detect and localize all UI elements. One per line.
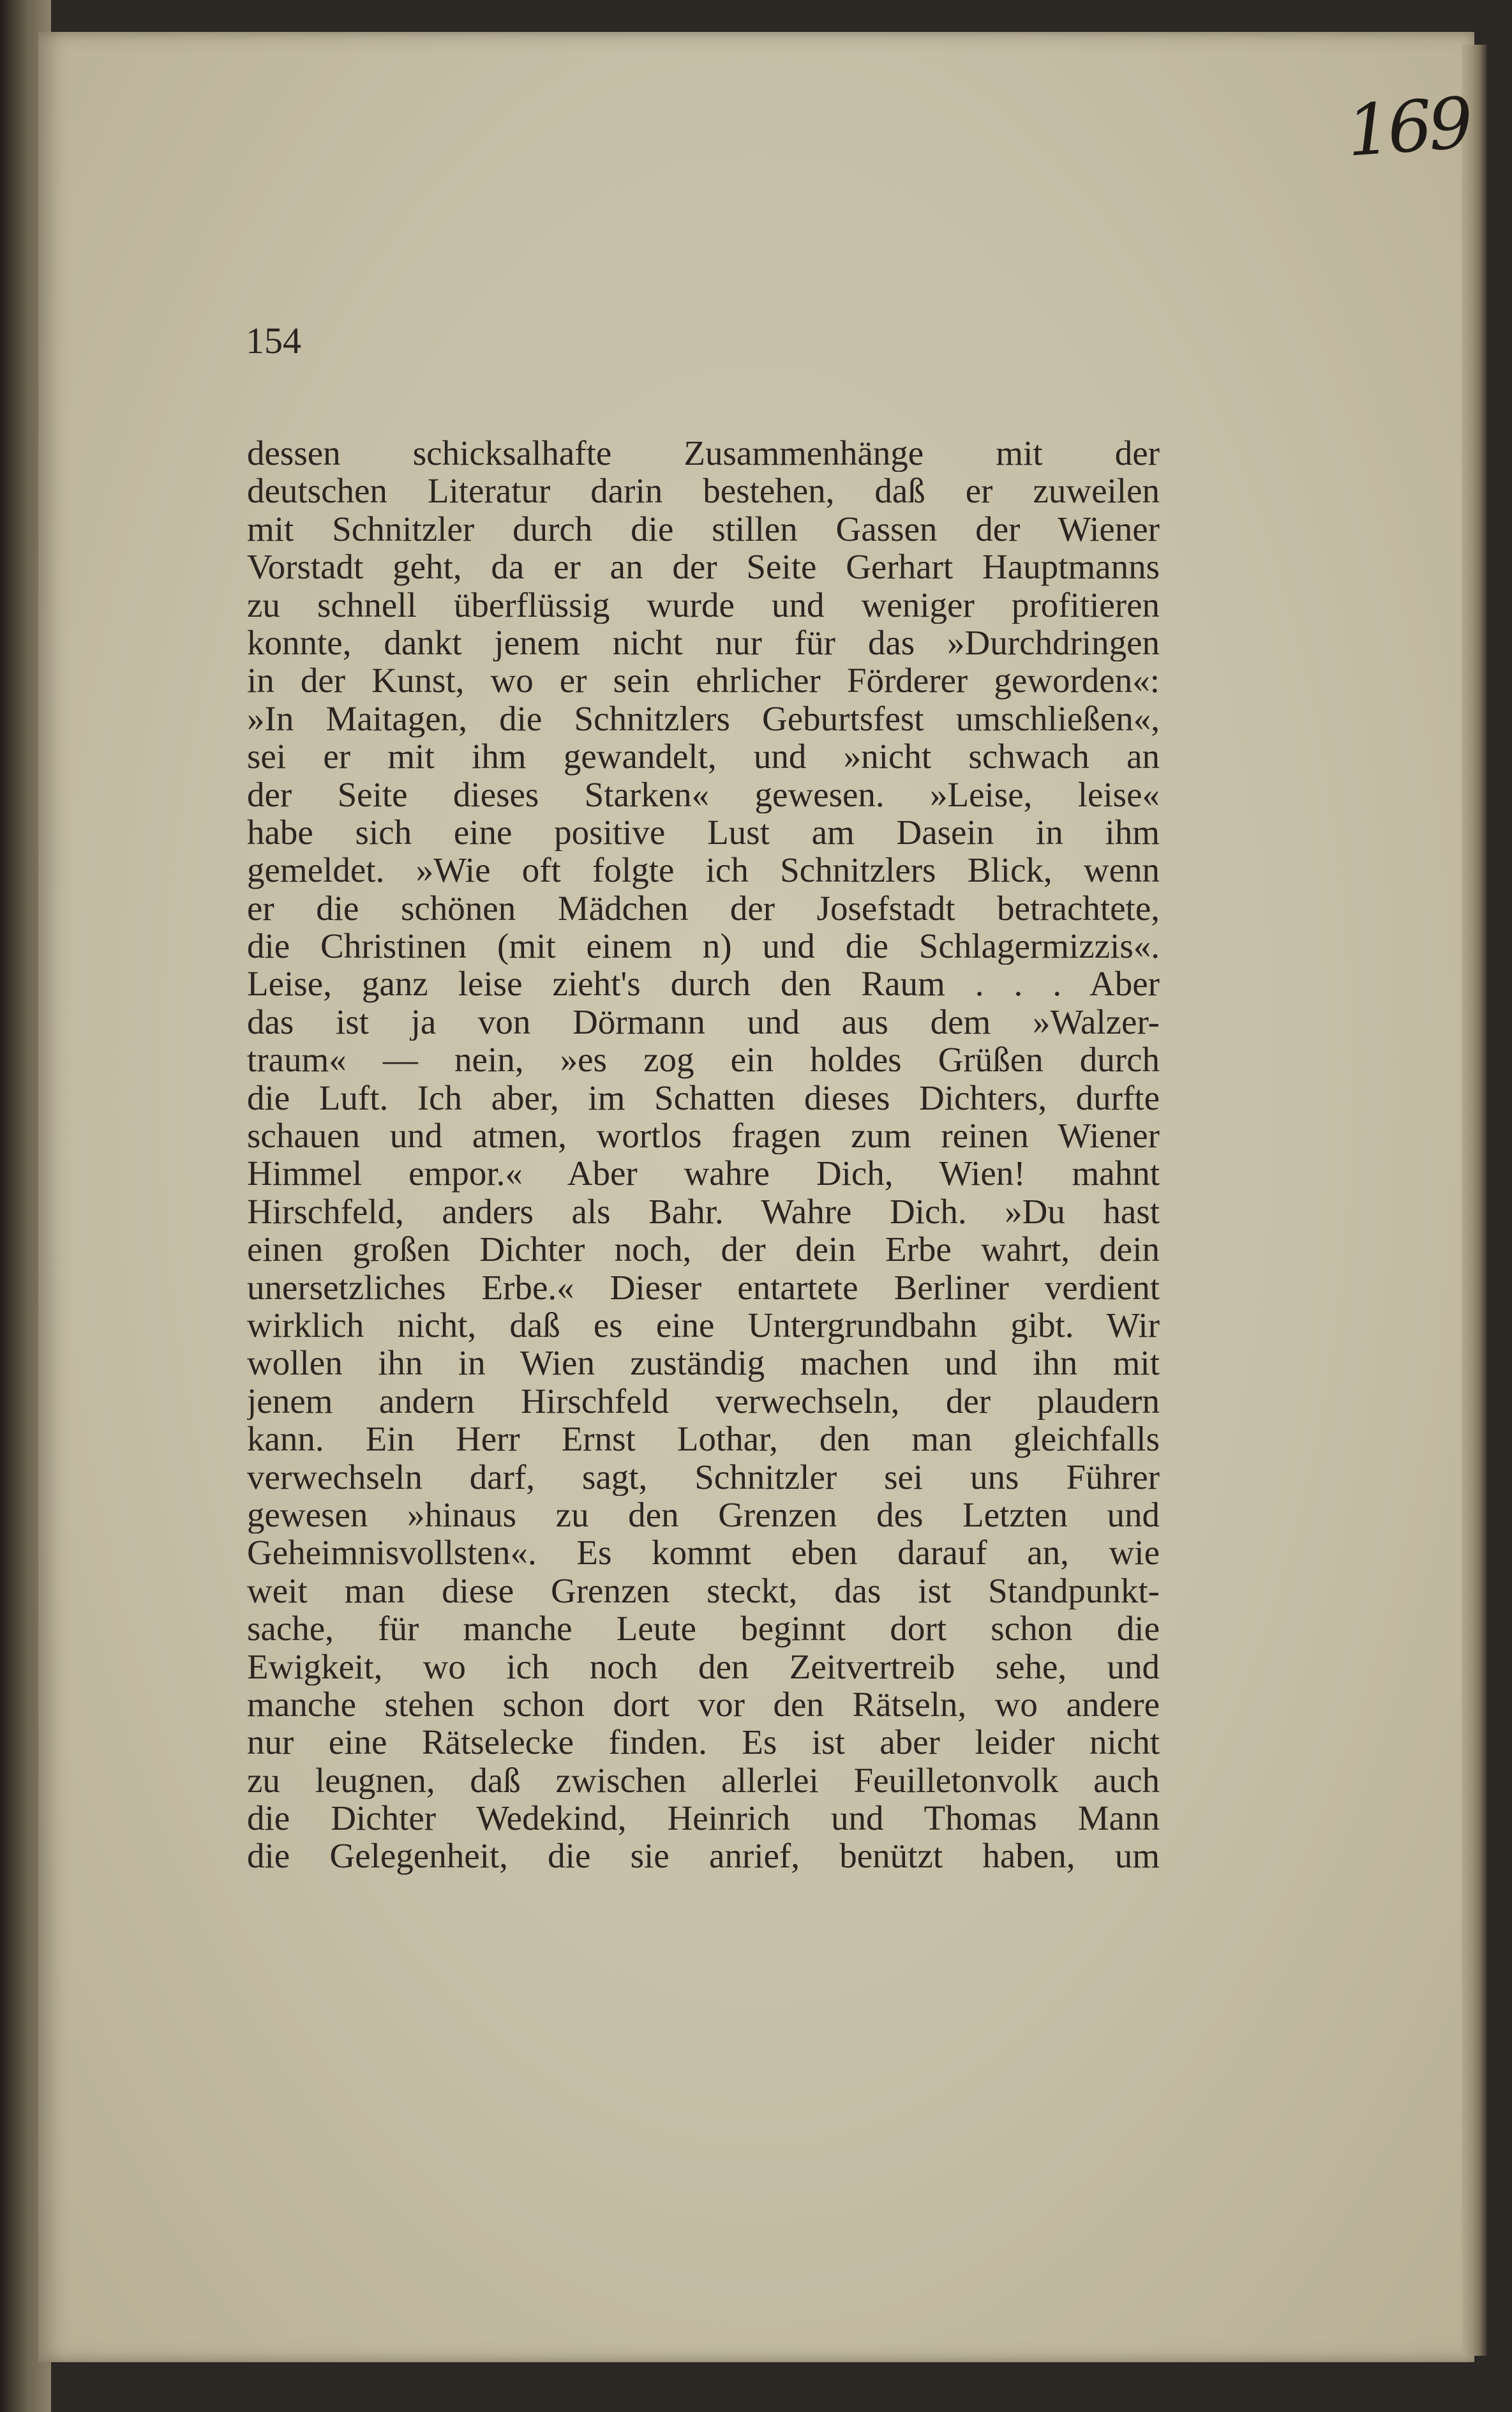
text-line: habe sich eine positive Lust am Dasein in ihm xyxy=(247,813,1160,852)
text-line: weit man diese Grenzen steckt, das ist Standpunkt- xyxy=(247,1571,1160,1610)
text-line: traum« — nein, »es zog ein holdes Grüßen durch xyxy=(247,1041,1160,1079)
text-line: dessen schicksalhafte Zusammenhänge mit der xyxy=(247,434,1160,472)
text-line: kann. Ein Herr Ernst Lothar, den man gleichfalls xyxy=(247,1420,1160,1458)
text-line: verwechseln darf, sagt, Schnitzler sei uns Führer xyxy=(247,1458,1160,1496)
text-line: zu leugnen, daß zwischen allerlei Feuilletonvolk auch xyxy=(247,1761,1160,1800)
text-line: er die schönen Mädchen der Josefstadt betrachtete, xyxy=(247,889,1160,928)
text-line: unersetzliches Erbe.« Dieser entartete Berliner verdient xyxy=(247,1268,1160,1306)
text-line: wollen ihn in Wien zuständig machen und ihn mit xyxy=(247,1344,1160,1382)
text-line: der Seite dieses Starken« gewesen. »Leise, leise« xyxy=(247,775,1160,813)
text-line: die Dichter Wedekind, Heinrich und Thomas Mann xyxy=(247,1799,1160,1837)
text-line: das ist ja von Dörmann und aus dem »Walzer- xyxy=(247,1002,1160,1041)
text-line: manche stehen schon dort vor den Rätseln, wo andere xyxy=(247,1685,1160,1724)
page-stack-edge xyxy=(1462,45,1487,2356)
text-line: gewesen »hinaus zu den Grenzen des Letzten und xyxy=(247,1495,1160,1534)
text-line: Geheimnisvollsten«. Es kommt eben darauf an, wie xyxy=(247,1534,1160,1572)
text-line: sei er mit ihm gewandelt, und »nicht schwach an xyxy=(247,737,1160,776)
text-line: mit Schnitzler durch die stillen Gassen der Wiener xyxy=(247,509,1160,548)
text-line: in der Kunst, wo er sein ehrlicher Förderer geworden«: xyxy=(247,661,1160,700)
text-line: Hirschfeld, anders als Bahr. Wahre Dich. »Du hast xyxy=(247,1192,1160,1231)
text-line: jenem andern Hirschfeld verwechseln, der plaudern xyxy=(247,1382,1160,1421)
text-line: wirklich nicht, daß es eine Untergrundbahn gibt. Wir xyxy=(247,1306,1160,1345)
text-line: sache, für manche Leute beginnt dort schon die xyxy=(247,1609,1160,1648)
text-line: einen großen Dichter noch, der dein Erbe wahrt, dein xyxy=(247,1230,1160,1269)
handwritten-folio-number: 169 xyxy=(1344,82,1472,172)
text-line: konnte, dankt jenem nicht nur für das »Durchdringen xyxy=(247,623,1160,662)
text-line: die Luft. Ich aber, im Schatten dieses Dichters, durfte xyxy=(247,1078,1160,1117)
page-number: 154 xyxy=(246,320,301,361)
text-line: nur eine Rätselecke finden. Es ist aber leider nicht xyxy=(247,1723,1160,1761)
text-line: Vorstadt geht, da er an der Seite Gerhart Hauptmanns xyxy=(247,548,1160,586)
text-line: Leise, ganz leise zieht's durch den Raum . . . Aber xyxy=(247,965,1160,1003)
text-line: die Gelegenheit, die sie anrief, benützt haben, um xyxy=(247,1837,1160,1875)
text-line: die Christinen (mit einem n) und die Schlagermizzis«. xyxy=(247,927,1160,965)
text-line: »In Maitagen, die Schnitzlers Geburtsfest umschließen«, xyxy=(247,699,1160,738)
body-text xyxy=(247,434,1160,1875)
text-line: zu schnell überflüssig wurde und weniger profitieren xyxy=(247,585,1160,624)
text-line: Himmel empor.« Aber wahre Dich, Wien! mahnt xyxy=(247,1154,1160,1193)
text-line: schauen und atmen, wortlos fragen zum reinen Wiener xyxy=(247,1117,1160,1155)
text-line: gemeldet. »Wie oft folgte ich Schnitzlers Blick, wenn xyxy=(247,851,1160,889)
text-line: Ewigkeit, wo ich noch den Zeitvertreib sehe, und xyxy=(247,1647,1160,1685)
text-line: deutschen Literatur darin bestehen, daß er zuweilen xyxy=(247,472,1160,510)
